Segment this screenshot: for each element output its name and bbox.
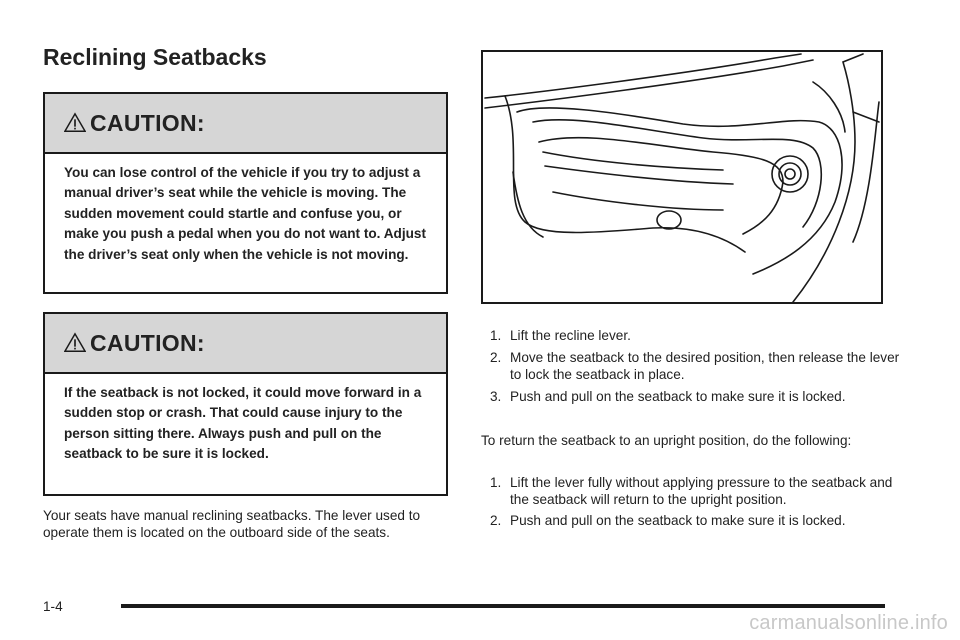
list-item: 1. Lift the lever fully without applying pressure to the seatback and the seatback will return to the upright position.: [490, 475, 893, 507]
caution-box-1: [43, 92, 448, 294]
caution-header: [45, 314, 446, 374]
recline-steps: [490, 327, 910, 410]
warning-triangle-icon: [64, 332, 86, 354]
list-item: 1. Lift the recline lever.: [490, 328, 631, 343]
seat-lever-drawing: [483, 52, 881, 302]
caution-label: CAUTION:: [90, 109, 205, 136]
caution-header: [45, 94, 446, 154]
page-number: 1-4: [43, 599, 63, 614]
footer-rule: [121, 604, 885, 608]
caution-box-2: [43, 312, 448, 496]
watermark: carmanualsonline.info: [749, 612, 948, 634]
caution-text: You can lose control of the vehicle if you try to adjust a manual driver’s seat while the vehicle is moving. The sudden movement could startle and confuse you, or make you push a pedal when you do not want to. Adjust the driver’s seat only when the vehicle is not moving.: [64, 165, 427, 262]
intro-paragraph: Your seats have manual reclining seatbacks. The lever used to operate them is located on the outboard side of the seats.: [43, 508, 421, 540]
upright-intro: To return the seatback to an upright position, do the following:: [481, 433, 852, 448]
caution-text: If the seatback is not locked, it could move forward in a sudden stop or crash. That could cause injury to the person sitting there. Always push and pull on the seatback to be sure it is locked.: [64, 385, 422, 462]
caution-label: CAUTION:: [90, 329, 205, 356]
recline-lever-illustration: [481, 50, 883, 304]
warning-triangle-icon: [64, 112, 86, 134]
list-item: 3. Push and pull on the seatback to make sure it is locked.: [490, 389, 846, 404]
upright-steps: [490, 474, 900, 533]
page-title: Reclining Seatbacks: [43, 44, 267, 70]
list-item: 2. Move the seatback to the desired position, then release the lever to lock the seatback in place.: [490, 350, 900, 382]
list-item: 2. Push and pull on the seatback to make sure it is locked.: [490, 513, 846, 528]
